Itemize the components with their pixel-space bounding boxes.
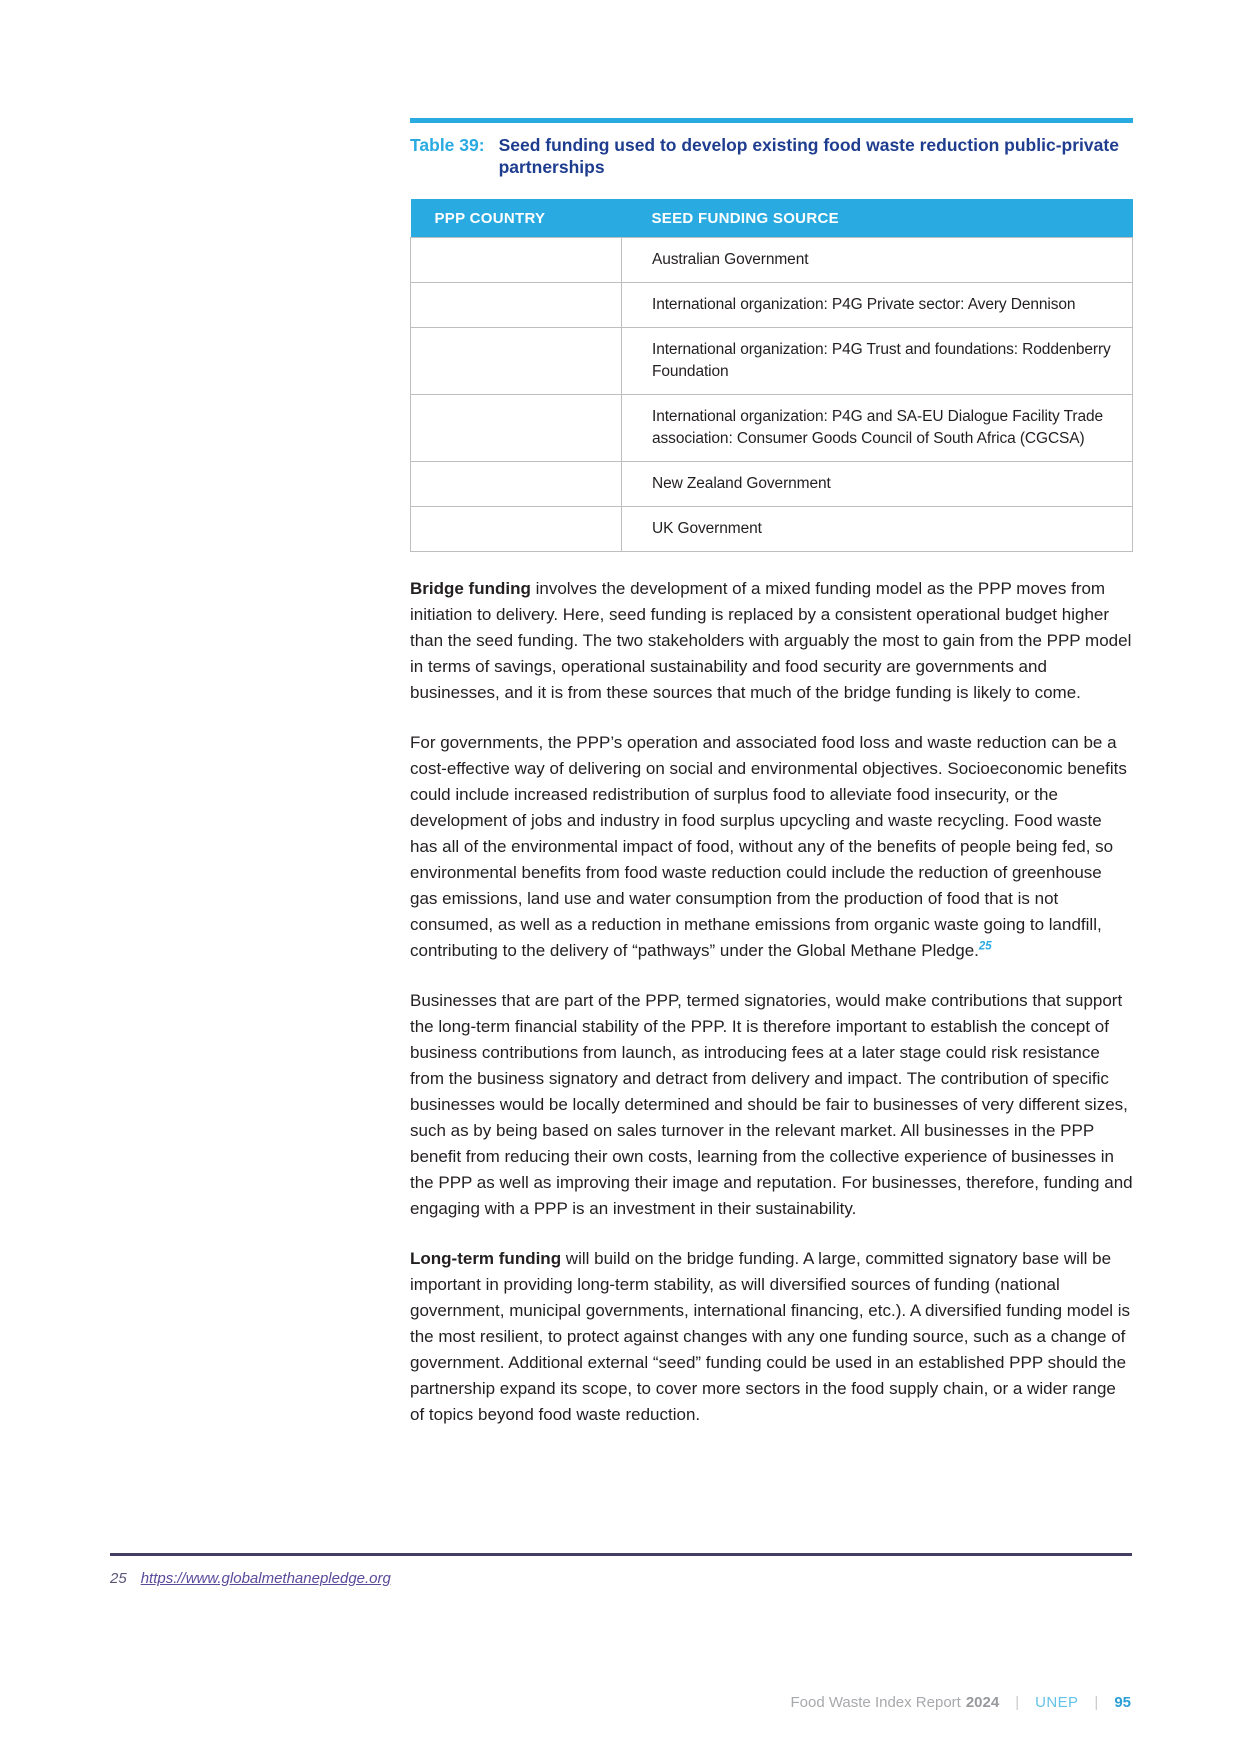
table-row <box>411 462 1133 507</box>
table-number-label: Table 39: <box>410 135 485 155</box>
cell-ppp-country <box>411 283 622 328</box>
footer-page-number: 95 <box>1114 1694 1131 1711</box>
seed-funding-table <box>410 199 1133 552</box>
footnote-number: 25 <box>110 1570 127 1587</box>
bold-lead-text: Bridge funding <box>410 579 531 598</box>
table-caption <box>410 134 1133 178</box>
table-row <box>411 328 1133 395</box>
footnote-link[interactable]: https://www.globalmethanepledge.org <box>140 1570 391 1587</box>
footer-report-year: 2024 <box>965 1694 1000 1711</box>
paragraph-long-term-funding <box>410 1246 1133 1428</box>
table-row <box>411 238 1133 283</box>
cell-seed-funding-source: International organization: P4G Private sector: Avery Dennison <box>622 283 1133 328</box>
page-footer <box>790 1694 1131 1711</box>
cell-ppp-country <box>411 507 622 552</box>
main-content-column <box>410 118 1133 1428</box>
table-row <box>411 507 1133 552</box>
cell-seed-funding-source: UK Government <box>622 507 1133 552</box>
footer-report-title <box>790 1694 999 1711</box>
paragraph-text: involves the development of a mixed funding model as the PPP moves from initiation to delivery. Here, seed funding is replaced by a consistent operational budget higher than the seed funding. The two stakeholders with arguably the most to gain from the PPP model in terms of savings, operational sustainability and food security are governments and businesses, and it is from these sources that much of the bridge funding is likely to come. <box>410 579 1132 702</box>
bold-lead-text: Long-term funding <box>410 1249 562 1268</box>
footer-separator: | <box>1094 1694 1099 1711</box>
cell-seed-funding-source: Australian Government <box>622 238 1133 283</box>
cell-seed-funding-source: New Zealand Government <box>622 462 1133 507</box>
cell-ppp-country <box>411 462 622 507</box>
footnote-reference-25[interactable]: 25 <box>978 940 992 953</box>
paragraph-governments <box>410 730 1133 964</box>
cell-ppp-country <box>411 395 622 462</box>
footnote-rule <box>110 1553 1132 1556</box>
cell-ppp-country <box>411 238 622 283</box>
footnote-area <box>110 1553 1132 1587</box>
table-header-row <box>411 199 1133 238</box>
paragraph-text: For governments, the PPP’s operation and associated food loss and waste reduction can be a cost-effective way of delivering on social and environmental objectives. Socioeconomic benefits could include increased redistribution of surplus food to alleviate food insecurity, or the development of jobs and industry in food surplus upcycling and waste recycling. Food waste has all of the environmental impact of food, without any of the benefits of people being fed, so environmental benefits from food waste reduction could include the reduction of greenhouse gas emissions, land use and water consumption from the production of food that is not consumed, as well as a reduction in methane emissions from organic waste going to landfill, contributing to the delivery of “pathways” under the Global Methane Pledge. <box>410 733 1127 960</box>
table-row <box>411 395 1133 462</box>
footer-org-name: UNEP <box>1035 1694 1079 1711</box>
footer-report-name: Food Waste Index Report <box>790 1694 961 1711</box>
paragraph-text: Businesses that are part of the PPP, termed signatories, would make contributions that support the long-term financial stability of the PPP. It is therefore important to establish the concept of business contributions from launch, as introducing fees at a later stage could risk resistance from the business signatory and detract from delivery and impact. The contribution of specific businesses would be locally determined and should be fair to businesses of very different sizes, such as by being based on sales turnover in the relevant market. All businesses in the PPP benefit from reducing their own costs, learning from the collective experience of businesses in the PPP as well as improving their image and reputation. For businesses, therefore, funding and engaging with a PPP is an investment in their sustainability. <box>410 991 1133 1218</box>
cell-ppp-country <box>411 328 622 395</box>
paragraph-text: will build on the bridge funding. A large, committed signatory base will be important in providing long-term stability, as will diversified sources of funding (national government, municipal governments, international financing, etc.). A diversified funding model is the most resilient, to protect against changes with any one funding source, such as a change of government. Additional external “seed” funding could be used in an established PPP should the partnership expand its scope, to cover more sectors in the food supply chain, or a wider range of topics beyond food waste reduction. <box>410 1249 1131 1424</box>
paragraph-bridge-funding <box>410 576 1133 706</box>
paragraph-businesses <box>410 988 1133 1222</box>
cell-seed-funding-source: International organization: P4G and SA-EU Dialogue Facility Trade association: Consumer Goods Council of South Africa (CGCSA) <box>622 395 1133 462</box>
column-header-seed-funding-source: SEED FUNDING SOURCE <box>622 199 1133 238</box>
caption-accent-rule <box>410 118 1133 123</box>
table-row <box>411 283 1133 328</box>
column-header-ppp-country: PPP COUNTRY <box>411 199 622 238</box>
table-title: Seed funding used to develop existing food waste reduction public-private partnerships <box>498 135 1119 177</box>
footnote <box>110 1570 1132 1587</box>
footer-separator: | <box>1015 1694 1020 1711</box>
cell-seed-funding-source: International organization: P4G Trust and foundations: Roddenberry Foundation <box>622 328 1133 395</box>
